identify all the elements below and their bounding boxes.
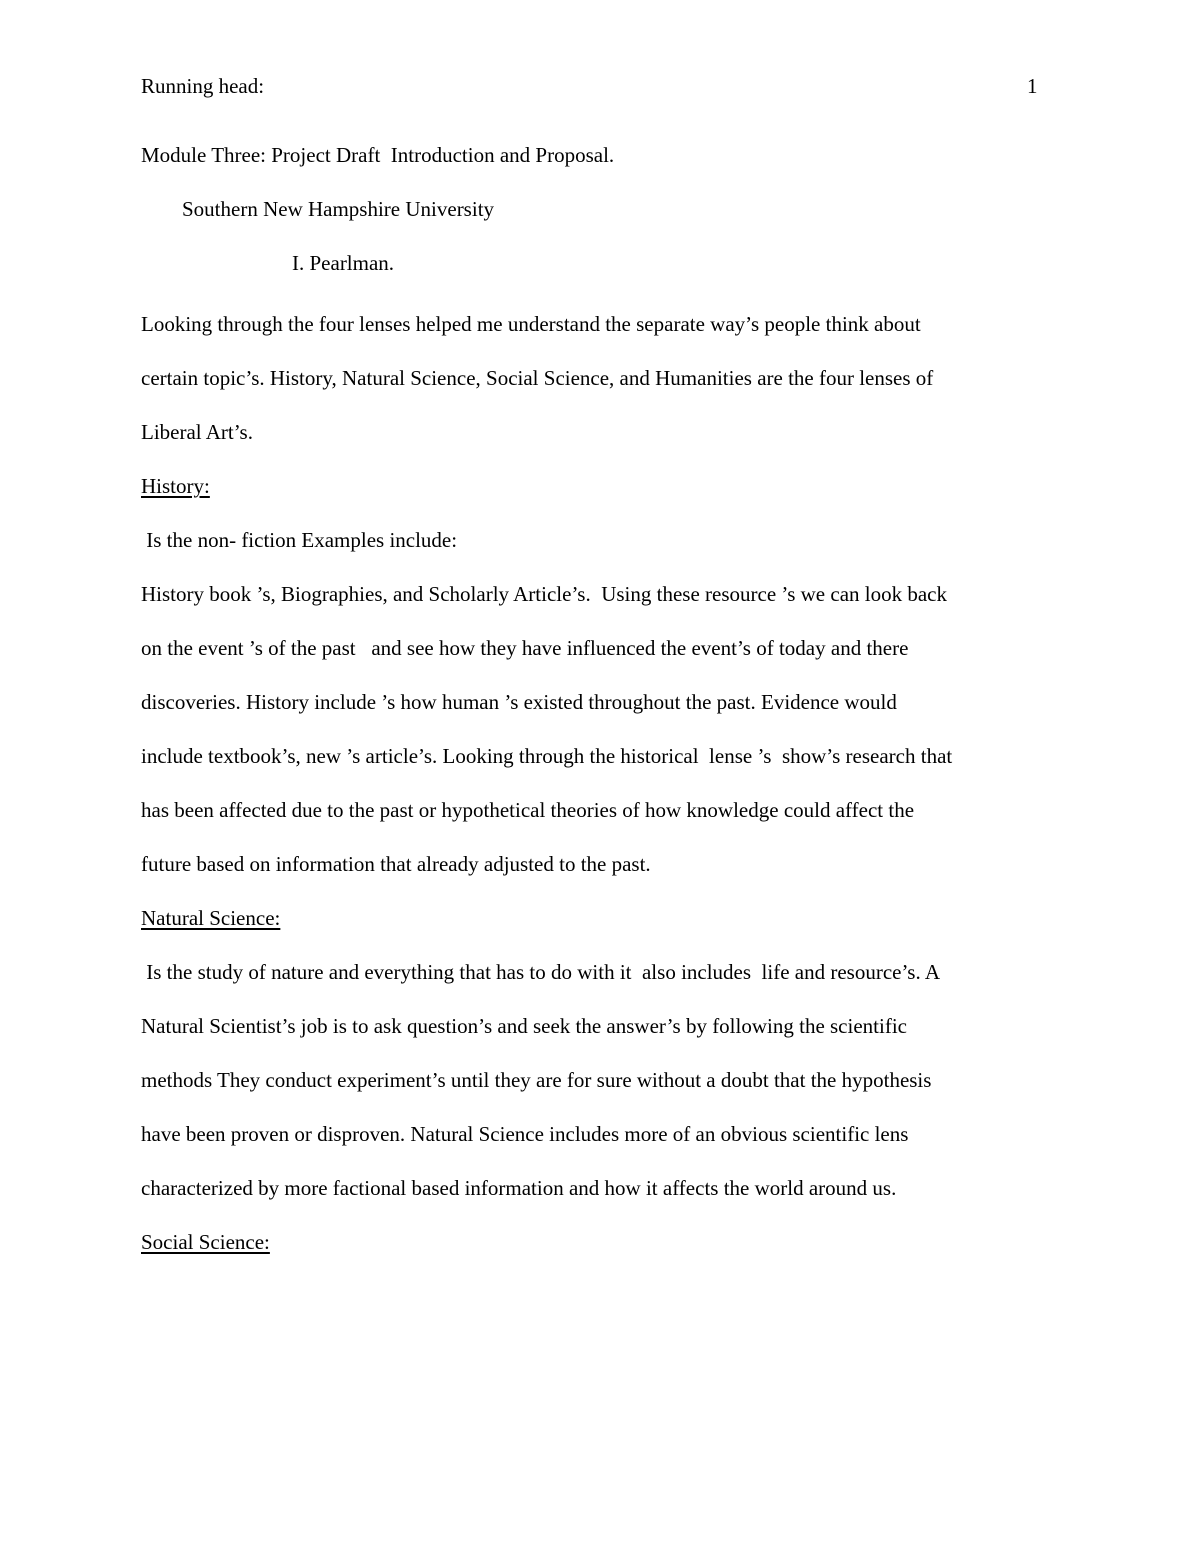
paragraph-line: Natural Scientist’s job is to ask question’s and seek the answer’s by following the scientific [141,1014,907,1038]
running-head: Running head: [141,74,265,98]
paragraph-line: include textbook’s, new ’s article’s. Looking through the historical lense ’s show’s research that [141,744,953,768]
paragraph-line: Looking through the four lenses helped me understand the separate way’s people think about [141,312,921,336]
page-number: 1 [1027,74,1038,98]
paragraph-line: certain topic’s. History, Natural Science, Social Science, and Humanities are the four lenses of [141,366,934,390]
paragraph-line: Is the study of nature and everything that has to do with it also includes life and resource’s. A [141,960,940,984]
paragraph-line: Is the non- fiction Examples include: [141,528,458,552]
history-paragraph [141,513,1056,891]
paragraph-line: has been affected due to the past or hypothetical theories of how knowledge could affect the [141,798,915,822]
document-body [141,297,1056,1269]
institution-name: Southern New Hampshire University [182,197,495,221]
natural-science-paragraph [141,945,1056,1215]
paragraph-line: discoveries. History include ’s how human ’s existed throughout the past. Evidence would [141,690,897,714]
paragraph-line: characterized by more factional based information and how it affects the world around us. [141,1176,897,1200]
section-heading-social-science: Social Science: [141,1230,270,1254]
paragraph-line: have been proven or disproven. Natural Science includes more of an obvious scientific lens [141,1122,909,1146]
paragraph-line: on the event ’s of the past and see how they have influenced the event’s of today and there [141,636,909,660]
document-title: Module Three: Project Draft Introduction and Proposal. [141,143,615,167]
section-heading-natural-science: Natural Science: [141,906,281,930]
paragraph-line: Liberal Art’s. [141,420,253,444]
section-heading-history: History: [141,474,210,498]
author-name: I. Pearlman. [292,251,395,275]
paragraph-line: future based on information that already adjusted to the past. [141,852,651,876]
paragraph-line: methods They conduct experiment’s until they are for sure without a doubt that the hypothesis [141,1068,932,1092]
paragraph-line: History book ’s, Biographies, and Scholarly Article’s. Using these resource ’s we can look back [141,582,947,606]
intro-paragraph [141,297,1056,459]
